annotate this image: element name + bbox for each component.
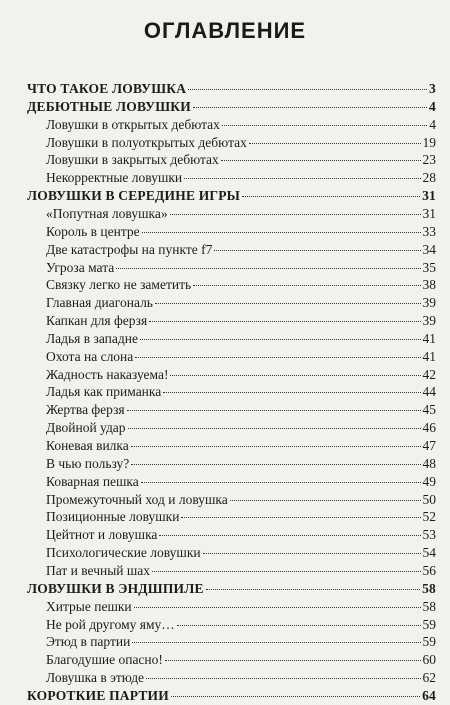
toc-entry-title: Две катастрофы на пункте f7 [46, 241, 213, 257]
page-title: ОГЛАВЛЕНИЕ [143, 18, 307, 43]
toc-section [27, 80, 436, 98]
toc-entry-title: Этюд в партии [46, 634, 131, 650]
toc-entry [46, 366, 436, 384]
toc-entry-title: Некорректные ловушки [46, 170, 183, 186]
dot-leader [134, 607, 421, 608]
toc-entry-title: Главная диагональ [46, 295, 153, 311]
dot-leader [116, 268, 420, 269]
toc-entry-title: Жертва ферзя [46, 402, 125, 418]
toc-entry [46, 312, 436, 330]
toc-entry [46, 473, 436, 491]
toc-entry [46, 437, 436, 455]
dot-leader [135, 357, 420, 358]
dot-leader [170, 214, 421, 215]
toc-page-number: 23 [422, 152, 436, 168]
toc-entry-title: КОРОТКИЕ ПАРТИИ [27, 687, 169, 703]
toc-entry [46, 134, 436, 152]
toc-entry-title: Хитрые пешки [46, 598, 132, 614]
toc-section [27, 580, 436, 598]
toc-entry-title: Психологические ловушки [46, 545, 201, 561]
dot-leader [141, 482, 421, 483]
toc-entry [46, 205, 436, 223]
toc-page-number: 59 [422, 616, 436, 632]
toc-entry [46, 616, 436, 634]
dot-leader [230, 500, 421, 501]
toc-page-number: 39 [422, 313, 436, 329]
toc-entry [46, 383, 436, 401]
toc-entry-title: Ловушки в закрытых дебютах [46, 152, 219, 168]
toc-page-number: 3 [429, 81, 436, 96]
toc-entry-title: Ловушки в полуоткрытых дебютах [46, 134, 247, 150]
toc-page-number: 50 [422, 491, 436, 507]
toc-page-number: 52 [422, 509, 436, 525]
dot-leader [193, 107, 427, 108]
toc-entry [46, 241, 436, 259]
toc-page-number: 35 [422, 259, 436, 275]
dot-leader [152, 571, 420, 572]
dot-leader [171, 696, 420, 697]
toc-page-number: 59 [422, 634, 436, 650]
dot-leader [163, 392, 420, 393]
toc-page-number: 34 [422, 241, 436, 257]
toc-entry-title: Пат и вечный шах [46, 562, 151, 578]
toc-page-number: 31 [422, 205, 436, 221]
toc-page-number: 54 [422, 545, 436, 561]
toc-entry-title: Капкан для ферзя [46, 313, 148, 329]
toc-section [27, 98, 436, 116]
toc-entry-title: Позиционные ловушки [46, 509, 180, 525]
toc-page-number: 47 [422, 438, 436, 453]
toc-page-number: 33 [422, 223, 436, 239]
toc-page-number: 4 [429, 98, 436, 114]
toc-entry-title: Коневая вилка [46, 438, 129, 453]
dot-leader [222, 125, 427, 126]
toc-page-number: 44 [422, 384, 436, 400]
toc-page-number: 49 [422, 473, 436, 489]
toc-entry-title: Угроза мата [46, 259, 115, 275]
toc-page-number: 48 [422, 455, 436, 471]
toc-page-number: 42 [422, 366, 436, 382]
dot-leader [214, 250, 420, 251]
dot-leader [242, 196, 420, 197]
toc-entry-title: ЛОВУШКИ В СЕРЕДИНЕ ИГРЫ [27, 188, 241, 204]
toc-entry-title: Промежуточный ход и ловушка [46, 491, 228, 507]
toc-page-number: 58 [422, 580, 436, 596]
toc-page-number: 39 [422, 295, 436, 311]
dot-leader [149, 321, 420, 322]
toc-page-number: 60 [422, 652, 436, 668]
toc-entry [46, 116, 436, 134]
toc-entry [46, 598, 436, 616]
toc-page-number: 58 [422, 598, 436, 614]
dot-leader [128, 428, 421, 429]
toc-page-number: 31 [422, 188, 436, 204]
toc-entry [46, 526, 436, 544]
toc-entry [46, 294, 436, 312]
toc-entry [46, 276, 436, 294]
toc-page-number: 19 [422, 134, 436, 150]
toc-entry [46, 633, 436, 651]
toc-entry-title: Не рой другому яму… [46, 616, 175, 632]
toc-entry [46, 151, 436, 169]
dot-leader [146, 678, 420, 679]
dot-leader [249, 143, 421, 144]
toc-entry [46, 491, 436, 509]
toc-entry-title: Двойной удар [46, 420, 126, 436]
toc-entry [46, 223, 436, 241]
dot-leader [206, 589, 420, 590]
toc-entry-title: Охота на слона [46, 348, 134, 364]
toc-entry-title: «Попутная ловушка» [46, 205, 168, 221]
toc-entry-title: В чью пользу? [46, 455, 130, 471]
dot-leader [221, 160, 421, 161]
toc-entry [46, 348, 436, 366]
toc-entry-title: Связку легко не заметить [46, 277, 192, 293]
toc-entry [46, 259, 436, 277]
toc-page-number: 41 [422, 330, 436, 346]
dot-leader [170, 375, 420, 376]
toc-page-number: 46 [422, 420, 436, 436]
toc-entry [46, 544, 436, 562]
toc-entry-title: Ладья в западне [46, 330, 138, 346]
toc-entry [46, 562, 436, 580]
toc-entry-title: Король в центре [46, 223, 140, 239]
toc-entry-title: Ловушка в этюде [46, 670, 145, 686]
toc-page-number: 28 [422, 170, 436, 186]
dot-leader [177, 625, 421, 626]
dot-leader [181, 517, 420, 518]
toc-page-number: 62 [422, 670, 436, 686]
toc-entry-title: ЧТО ТАКОЕ ЛОВУШКА [27, 81, 187, 96]
toc-entry [46, 401, 436, 419]
toc-entry [46, 330, 436, 348]
toc-entry [46, 508, 436, 526]
toc-section [27, 187, 436, 205]
dot-leader [165, 660, 421, 661]
toc-page-number: 4 [429, 116, 436, 132]
toc-entry-title: Коварная пешка [46, 473, 139, 489]
dot-leader [142, 232, 421, 233]
toc-entry [46, 455, 436, 473]
toc-page-number: 64 [422, 687, 436, 703]
toc-entry [46, 169, 436, 187]
dot-leader [140, 339, 421, 340]
toc-entry-title: ДЕБЮТНЫЕ ЛОВУШКИ [27, 98, 191, 114]
toc-page-number: 45 [422, 402, 436, 418]
dot-leader [155, 303, 421, 304]
toc-page-number: 56 [422, 562, 436, 578]
dot-leader [193, 285, 420, 286]
dot-leader [127, 410, 421, 411]
dot-leader [159, 535, 420, 536]
dot-leader [131, 446, 421, 447]
toc-entry [46, 419, 436, 437]
toc-entry [46, 651, 436, 669]
dot-leader [184, 178, 420, 179]
toc-page-number: 41 [422, 348, 436, 364]
toc-entry-title: Благодушие опасно! [46, 652, 163, 668]
toc-entry-title: Цейтнот и ловушка [46, 527, 158, 543]
toc-page-number: 53 [422, 527, 436, 543]
toc-entry-title: Жадность наказуема! [46, 366, 169, 382]
toc-entry-title: Ловушки в открытых дебютах [46, 116, 220, 132]
dot-leader [188, 89, 427, 90]
toc-entry-title: ЛОВУШКИ В ЭНДШПИЛЕ [27, 580, 204, 596]
dot-leader [132, 642, 420, 643]
toc-section [27, 687, 436, 705]
toc-entry [46, 669, 436, 687]
dot-leader [203, 553, 421, 554]
toc-entry-title: Ладья как приманка [46, 384, 162, 400]
dot-leader [131, 464, 420, 465]
toc-page-number: 38 [422, 277, 436, 293]
